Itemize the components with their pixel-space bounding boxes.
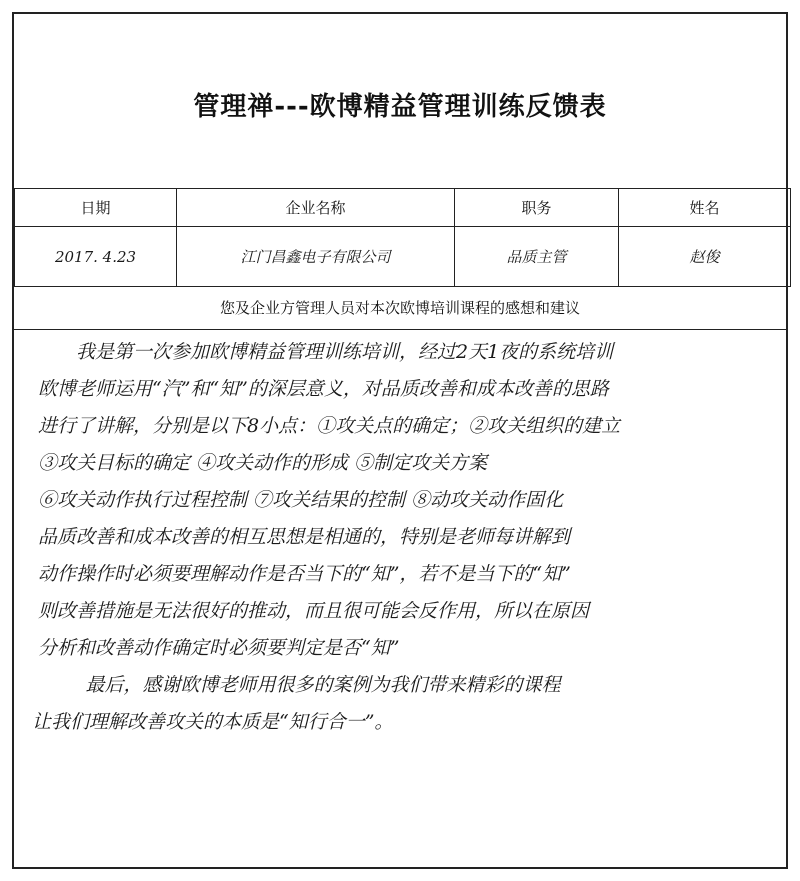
info-header-row <box>15 189 791 227</box>
position-value: 品质主管 <box>455 227 619 287</box>
feedback-line: 我是第一次参加欧博精益管理训练培训，经过2天1夜的系统培训 <box>76 341 614 363</box>
name-value: 赵俊 <box>619 227 791 287</box>
feedback-line: 分析和改善动作确定时必须要判定是否“知” <box>38 637 400 659</box>
info-value-row <box>15 227 791 287</box>
feedback-line: ⑥攻关动作执行过程控制 ⑦攻关结果的控制 ⑧动攻关动作固化 <box>38 489 564 511</box>
feedback-line: 则改善措施是无法很好的推动，而且很可能会反作用，所以在原因 <box>38 600 590 622</box>
position-header: 职务 <box>455 189 619 227</box>
feedback-line: 让我们理解改善攻关的本质是“知行合一”。 <box>32 711 394 733</box>
feedback-line: ③攻关目标的确定 ④攻关动作的形成 ⑤制定攻关方案 <box>38 452 488 474</box>
date-header: 日期 <box>15 189 177 227</box>
feedback-text <box>32 334 774 741</box>
company-header: 企业名称 <box>177 189 455 227</box>
feedback-line: 进行了讲解，分别是以下8小点：①攻关点的确定；②攻关组织的建立 <box>38 415 621 437</box>
info-table <box>14 188 791 287</box>
feedback-form-sheet <box>12 12 788 869</box>
feedback-line: 最后，感谢欧博老师用很多的案例为我们带来精彩的课程 <box>85 674 561 696</box>
feedback-section-title: 您及企业方管理人员对本次欧博培训课程的感想和建议 <box>14 286 786 330</box>
feedback-line: 欧博老师运用“汽”和“知”的深层意义，对品质改善和成本改善的思路 <box>38 378 609 400</box>
date-value: 2017. 4.23 <box>15 227 177 287</box>
feedback-line: 动作操作时必须要理解动作是否当下的“知”，若不是当下的“知” <box>38 563 571 585</box>
form-title: 管理禅---欧博精益管理训练反馈表 <box>193 92 607 122</box>
company-value: 江门昌鑫电子有限公司 <box>177 227 455 287</box>
name-header: 姓名 <box>619 189 791 227</box>
feedback-line: 品质改善和成本改善的相互思想是相通的，特别是老师每讲解到 <box>38 526 571 548</box>
